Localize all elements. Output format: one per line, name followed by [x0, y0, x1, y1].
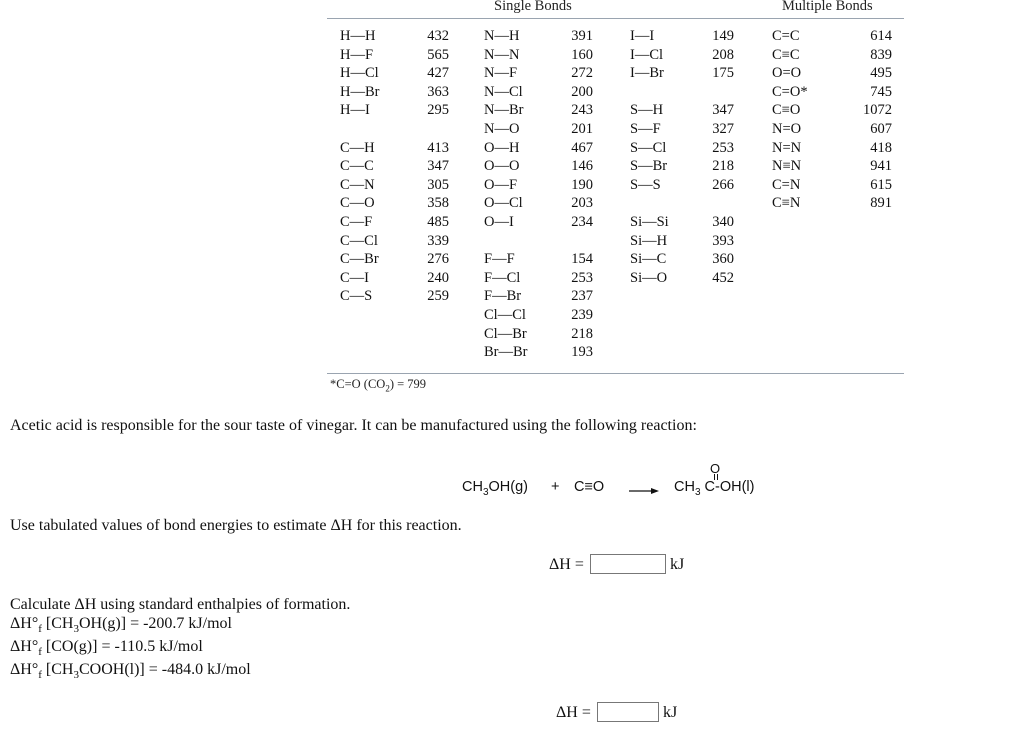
bond-label: H—Br — [340, 83, 380, 100]
bond-energy-value: 237 — [571, 288, 593, 305]
bond-energy-value: 347 — [427, 158, 449, 175]
bond-label: Cl—Cl — [484, 307, 526, 323]
bond-energy-value: 295 — [427, 102, 449, 119]
bond-label: Si—C — [630, 251, 667, 268]
bond-energy-value: 234 — [571, 214, 593, 230]
answer-2-label: ΔH = — [556, 704, 591, 721]
bond-label: O=O — [772, 65, 802, 82]
bond-label: C—Br — [340, 251, 379, 268]
formation-line-acetic-acid: $\Delta H^\circ_f$ $[CH_3COOH(l)] = -484.0$ kJ/mol — [10, 661, 251, 682]
bond-energy-value: 243 — [571, 102, 593, 119]
bond-energy-value: 347 — [712, 102, 734, 119]
plus-sign: + — [551, 479, 560, 495]
bond-label: H—F — [340, 46, 374, 63]
bond-energy-value: 339 — [427, 232, 449, 249]
bond-label: S—H — [630, 102, 664, 119]
bond-label: C=O* — [772, 83, 808, 100]
bond-energy-value: 240 — [427, 269, 449, 286]
bond-label: O—Cl — [484, 195, 523, 212]
answer-2-input[interactable] — [597, 702, 659, 722]
table-footnote: *C=O $(CO_2) = 799$ — [330, 377, 427, 394]
bond-energy-value: 941 — [870, 158, 892, 175]
bond-energy-value: 200 — [571, 83, 593, 100]
bond-energy-value: 363 — [427, 83, 449, 100]
formation-line-methanol: $\Delta H^\circ_f$ $[CH_3OH(g)] = -200.7$ kJ/mol — [10, 615, 232, 636]
bond-label: O—O — [484, 158, 520, 175]
reactant-carbon-monoxide: C≡O — [574, 479, 605, 495]
bond-label: C—H — [340, 139, 375, 156]
bond-label: N—Cl — [484, 83, 523, 100]
bond-energy-value: 218 — [712, 158, 734, 175]
bond-label: N—H — [484, 28, 520, 44]
bond-label: S—F — [630, 121, 661, 137]
bond-label: F—Cl — [484, 269, 521, 286]
bond-label: C—N — [340, 176, 375, 193]
bond-energy-value: 253 — [712, 139, 734, 156]
bond-label: O—I — [484, 214, 514, 230]
bond-label: H—H — [340, 28, 376, 44]
bond-label: C≡C — [772, 46, 800, 63]
bond-label: C≡N — [772, 195, 801, 212]
bond-label: I—Br — [630, 65, 664, 82]
bond-label: S—Cl — [630, 139, 667, 156]
bond-energy-value: 413 — [427, 139, 449, 156]
answer-1-input[interactable] — [590, 554, 666, 574]
bond-energy-table — [327, 0, 904, 374]
bond-energy-value: 432 — [427, 28, 449, 44]
table-bottom-rule — [327, 373, 904, 374]
bond-energy-value: 745 — [870, 83, 892, 100]
bond-label: I—Cl — [630, 46, 664, 63]
bond-energy-value: 146 — [571, 158, 593, 175]
bond-label: Cl—Br — [484, 325, 527, 342]
bond-energy-value: 467 — [571, 139, 593, 156]
bond-label: N—Br — [484, 102, 524, 119]
formation-line-co: $\Delta H^\circ_f$ [CO(g)] = -110.5 kJ/mol — [10, 638, 203, 659]
bond-label: N—F — [484, 65, 518, 82]
bond-energy-value: 266 — [712, 176, 734, 193]
bond-energy-question: Use tabulated values of bond energies to estimate ΔH for this reaction. — [10, 517, 462, 534]
carbonyl-double-bond-icon — [712, 474, 720, 480]
bond-label: O—H — [484, 139, 520, 156]
bond-energy-value: 360 — [712, 251, 734, 268]
bond-energy-value: 1072 — [863, 102, 892, 119]
answer-1-unit: kJ — [670, 556, 685, 573]
bond-energy-value: 495 — [870, 65, 892, 82]
reaction-arrow-icon — [629, 487, 659, 495]
carbonyl-oxygen: O — [710, 461, 721, 476]
bond-energy-value: 485 — [427, 214, 449, 230]
table-top-rule — [327, 18, 904, 19]
bond-label: C—F — [340, 214, 373, 230]
bond-label: I—I — [630, 28, 655, 44]
bond-energy-value: 418 — [870, 139, 892, 156]
bond-label: N—N — [484, 46, 520, 63]
bond-label: H—I — [340, 102, 370, 119]
bond-energy-value: 175 — [712, 65, 734, 82]
bond-energy-value: 193 — [571, 344, 593, 361]
bond-label: N—O — [484, 121, 520, 137]
bond-label: C=N — [772, 176, 801, 193]
bond-energy-value: 615 — [870, 176, 892, 193]
bond-label: C—C — [340, 158, 374, 175]
multiple-bonds-header: Multiple Bonds — [782, 0, 873, 14]
bond-energy-value: 208 — [712, 46, 734, 63]
bond-label: C—I — [340, 269, 369, 286]
bond-energy-value: 190 — [571, 176, 593, 193]
bond-energy-value: 203 — [571, 195, 593, 212]
bond-energy-value: 239 — [571, 307, 593, 323]
bond-energy-value: 201 — [571, 121, 593, 137]
bond-energy-value: 276 — [427, 251, 449, 268]
bond-energy-value: 149 — [712, 28, 734, 44]
bond-label: C—S — [340, 288, 373, 305]
bond-label: S—Br — [630, 158, 668, 175]
formation-prompt: Calculate ΔH using standard enthalpies of formation. — [10, 596, 351, 613]
bond-energy-value: 259 — [427, 288, 449, 305]
bond-label: S—S — [630, 176, 661, 193]
answer-1-label: ΔH = — [549, 556, 584, 573]
bond-label: N≡N — [772, 158, 802, 175]
bond-energy-value: 393 — [712, 232, 734, 249]
bond-energy-value: 154 — [571, 251, 593, 268]
bond-label: F—F — [484, 251, 515, 268]
bond-energy-value: 565 — [427, 46, 449, 63]
bond-label: Si—Si — [630, 214, 669, 230]
reactant-methanol: $CH_3OH(g)$ — [462, 479, 528, 498]
bond-energy-value: 391 — [571, 28, 593, 44]
bond-energy-value: 839 — [870, 46, 892, 63]
single-bonds-header: Single Bonds — [494, 0, 572, 14]
bond-energy-value: 340 — [712, 214, 734, 230]
bond-energy-value: 327 — [712, 121, 734, 137]
intro-text: Acetic acid is responsible for the sour taste of vinegar. It can be manufactured using the following reaction: — [10, 417, 697, 434]
bond-label: C—O — [340, 195, 375, 212]
bond-energy-value: 272 — [571, 65, 593, 82]
bond-energy-value: 614 — [870, 28, 892, 44]
bond-label: H—Cl — [340, 65, 379, 82]
bond-energy-value: 452 — [712, 269, 734, 286]
bond-label: F—Br — [484, 288, 522, 305]
product-acetic-acid: $CH_3$ C-OH(l) — [674, 479, 755, 498]
bond-label: C≡O — [772, 102, 801, 119]
bond-energy-value: 218 — [571, 325, 593, 342]
bond-energy-value: 891 — [870, 195, 892, 212]
bond-label: O—F — [484, 176, 518, 193]
bond-label: N=O — [772, 121, 802, 137]
bond-energy-value: 358 — [427, 195, 449, 212]
bond-energy-value: 253 — [571, 269, 593, 286]
bond-label: C—Cl — [340, 232, 378, 249]
bond-label: N=N — [772, 139, 802, 156]
bond-energy-value: 305 — [427, 176, 449, 193]
bond-energy-value: 607 — [870, 121, 892, 137]
answer-2-unit: kJ — [663, 704, 678, 721]
bond-label: Si—H — [630, 232, 668, 249]
reaction-equation — [462, 461, 802, 500]
bond-label: C=C — [772, 28, 800, 44]
bond-label: Si—O — [630, 269, 668, 286]
bond-energy-value: 160 — [571, 46, 593, 63]
bond-energy-value: 427 — [427, 65, 449, 82]
bond-label: Br—Br — [484, 344, 528, 361]
